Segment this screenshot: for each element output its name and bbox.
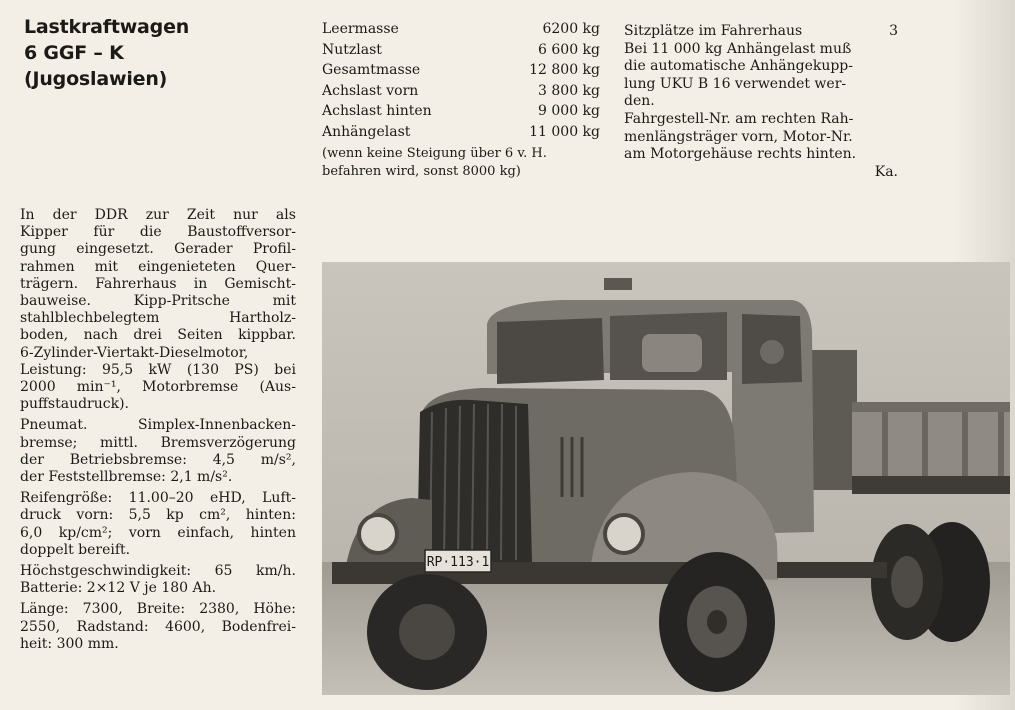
notes-line: lung UKU B 16 verwendet wer- xyxy=(624,75,847,92)
description-word: kp xyxy=(166,507,184,524)
spec-row xyxy=(322,40,600,61)
description-word: 4,5 xyxy=(212,451,235,468)
description-line xyxy=(20,417,296,434)
spec-label: Leermasse xyxy=(322,21,399,37)
description-word: eingesetzt. xyxy=(76,241,154,258)
description-word: rahmen xyxy=(20,258,75,275)
description-word: (Aus- xyxy=(259,379,296,396)
description-word: Zeit xyxy=(186,207,216,223)
description-word: Betriebsbremse: xyxy=(69,451,187,468)
spec-label: Achslast vorn xyxy=(322,82,419,99)
description-line xyxy=(20,619,296,636)
spec-value: 3 800 kg xyxy=(538,82,600,99)
description-line xyxy=(20,293,296,310)
description-word: 11.00–20 xyxy=(128,490,194,507)
description-word: Seiten xyxy=(177,327,223,344)
description-word: Baustoffversor- xyxy=(187,224,296,241)
description-word: 95,5 xyxy=(101,361,134,378)
title-line-1: Lastkraftwagen xyxy=(24,16,190,38)
description-line xyxy=(20,563,296,580)
description-word: mit xyxy=(272,293,296,310)
description-word: Reifengröße: xyxy=(20,490,113,507)
description-word: min⁻¹, xyxy=(76,379,121,396)
description-word: für xyxy=(93,224,115,241)
description-line xyxy=(20,490,296,507)
description-word: 6,0 xyxy=(20,524,43,541)
description-word: Quer- xyxy=(255,258,296,275)
description-word: stahlblechbelegtem xyxy=(20,310,160,327)
description-word: als xyxy=(275,207,296,223)
description-word: Motorbremse xyxy=(142,379,239,396)
notes-column xyxy=(624,23,898,181)
description-word: Kipper xyxy=(20,224,68,241)
description-word: zur xyxy=(145,207,169,223)
description-word: Breite: xyxy=(136,601,186,618)
spec-footnote-line: (wenn keine Steigung über 6 v. H. xyxy=(322,145,547,161)
notes-line: am Motorgehäuse rechts hinten. xyxy=(624,146,857,163)
description-word: 2380, xyxy=(199,601,240,618)
description-word: Gerader xyxy=(174,241,233,258)
description-word: mit xyxy=(94,258,119,275)
description-paragraph xyxy=(20,490,296,559)
spec-label: Gesamtmasse xyxy=(322,62,421,79)
description-word: kW xyxy=(148,361,172,378)
description-word: In xyxy=(20,207,35,223)
notes-line: den. xyxy=(624,93,655,110)
vehicle-title xyxy=(24,14,244,92)
description-word: eingenieteten xyxy=(138,258,236,275)
spec-value: 12 800 kg xyxy=(529,62,600,79)
description-word: bei xyxy=(274,361,296,378)
description-word: Radstand: xyxy=(76,618,149,635)
seats-value: 3 xyxy=(889,23,898,39)
description-word: DDR xyxy=(94,207,128,223)
description-word: der xyxy=(52,207,77,223)
notes-line: Fahrgestell-Nr. am rechten Rah- xyxy=(624,110,854,127)
description-line: doppelt bereift. xyxy=(20,541,131,558)
description-word: trägern. xyxy=(20,275,79,292)
description-word: bauweise. xyxy=(20,293,91,310)
description-word: bremse; xyxy=(20,434,78,451)
description-word: (130 xyxy=(186,361,219,378)
description-word: Fahrerhaus xyxy=(95,275,177,292)
spec-label: Achslast hinten xyxy=(322,103,432,120)
truck-illustration xyxy=(322,262,1010,695)
seats-line xyxy=(624,23,898,41)
description-word: m/s², xyxy=(260,451,296,468)
author-signature: Ka. xyxy=(874,163,898,180)
description-line xyxy=(20,452,296,469)
spec-value: 9 000 kg xyxy=(538,103,600,120)
description-line: Batterie: 2×12 V je 180 Ah. xyxy=(20,580,217,597)
spec-value: 6 600 kg xyxy=(538,41,600,58)
seats-label: Sitzplätze im Fahrerhaus xyxy=(624,23,803,39)
title-line-3: (Jugoslawien) xyxy=(24,68,168,90)
spec-label: Anhängelast xyxy=(322,123,411,140)
description-word: vorn: xyxy=(76,507,114,524)
description-word: Pneumat. xyxy=(20,417,88,434)
description-word: gung xyxy=(20,241,56,258)
description-word: Höhe: xyxy=(253,601,296,618)
spec-label: Nutzlast xyxy=(322,41,382,58)
spec-footnote xyxy=(322,145,600,181)
notes-line: die automatische Anhängekupp- xyxy=(624,58,854,75)
description-word: Leistung: xyxy=(20,361,87,378)
spec-value: 6200 kg xyxy=(542,21,600,37)
description-word: 7300, xyxy=(82,601,123,618)
description-word: Hartholz- xyxy=(229,310,296,327)
description-word: in xyxy=(193,275,208,292)
description-paragraph xyxy=(20,601,296,653)
spec-row xyxy=(322,60,600,81)
description-word: einfach, xyxy=(177,524,235,541)
description-word: vorn xyxy=(128,524,161,541)
notes-line: Bei 11 000 kg Anhängelast muß xyxy=(624,40,852,57)
description-word: nach xyxy=(83,327,118,344)
description-line xyxy=(20,327,296,344)
description-text xyxy=(20,207,296,657)
spec-row xyxy=(322,101,600,122)
spec-row xyxy=(322,122,600,143)
truck-photo xyxy=(322,262,1010,695)
spec-row xyxy=(322,81,600,102)
description-line xyxy=(20,241,296,258)
description-word: Bremsverzögerung xyxy=(160,434,296,451)
description-line xyxy=(20,276,296,293)
description-line: puffstaudruck). xyxy=(20,396,130,413)
description-word: Profil- xyxy=(252,241,296,258)
description-word: cm², xyxy=(199,507,231,524)
description-paragraph xyxy=(20,563,296,597)
spec-row xyxy=(322,19,600,40)
description-word: Gemischt- xyxy=(224,275,296,292)
description-line xyxy=(20,379,296,396)
description-line: heit: 300 mm. xyxy=(20,635,119,652)
notes-line: menlängsträger vorn, Motor-Nr. xyxy=(624,128,853,145)
description-word: Höchstgeschwindigkeit: xyxy=(20,563,192,580)
spec-table xyxy=(322,19,600,181)
description-line xyxy=(20,259,296,276)
description-word: Kipp-Pritsche xyxy=(133,293,230,310)
spec-value: 11 000 kg xyxy=(529,123,600,140)
description-word: 6-Zylinder-Viertakt-Dieselmotor, xyxy=(20,344,249,361)
description-line xyxy=(20,507,296,524)
description-word: Länge: xyxy=(20,601,69,618)
description-word: nur xyxy=(233,207,258,223)
description-word: 5,5 xyxy=(128,507,151,524)
description-word: 2000 xyxy=(20,379,56,396)
description-word: eHD, xyxy=(210,490,246,507)
description-word: die xyxy=(139,224,162,241)
description-word: 2550, xyxy=(20,618,61,635)
description-line xyxy=(20,601,296,618)
description-word: PS) xyxy=(234,361,259,378)
description-word: km/h. xyxy=(256,563,296,580)
description-paragraph xyxy=(20,417,296,486)
description-line: der Feststellbremse: 2,1 m/s². xyxy=(20,469,233,486)
description-line xyxy=(20,310,296,327)
description-paragraph xyxy=(20,207,296,413)
title-line-2: 6 GGF – K xyxy=(24,42,124,64)
description-word: Simplex-Innenbacken- xyxy=(138,417,296,434)
description-line xyxy=(20,224,296,241)
description-word: Luft- xyxy=(262,490,296,507)
description-word: der xyxy=(20,451,44,468)
description-line xyxy=(20,362,296,379)
license-plate: RP·113·1 xyxy=(426,555,490,570)
description-word: mittl. xyxy=(100,434,138,451)
spec-footnote-line: befahren wird, sonst 8000 kg) xyxy=(322,163,521,179)
description-word: 4600, xyxy=(165,618,206,635)
description-word: Bodenfrei- xyxy=(221,618,296,635)
description-word: kp/cm²; xyxy=(58,524,113,541)
description-line xyxy=(20,435,296,452)
description-line xyxy=(20,525,296,542)
description-word: kippbar. xyxy=(238,327,296,344)
description-word: boden, xyxy=(20,327,69,344)
description-word: hinten xyxy=(250,524,296,541)
description-line xyxy=(20,345,296,362)
description-line xyxy=(20,207,296,224)
description-word: druck xyxy=(20,507,61,524)
description-word: 65 xyxy=(214,563,233,580)
description-word: hinten: xyxy=(245,507,296,524)
description-word: drei xyxy=(133,327,162,344)
